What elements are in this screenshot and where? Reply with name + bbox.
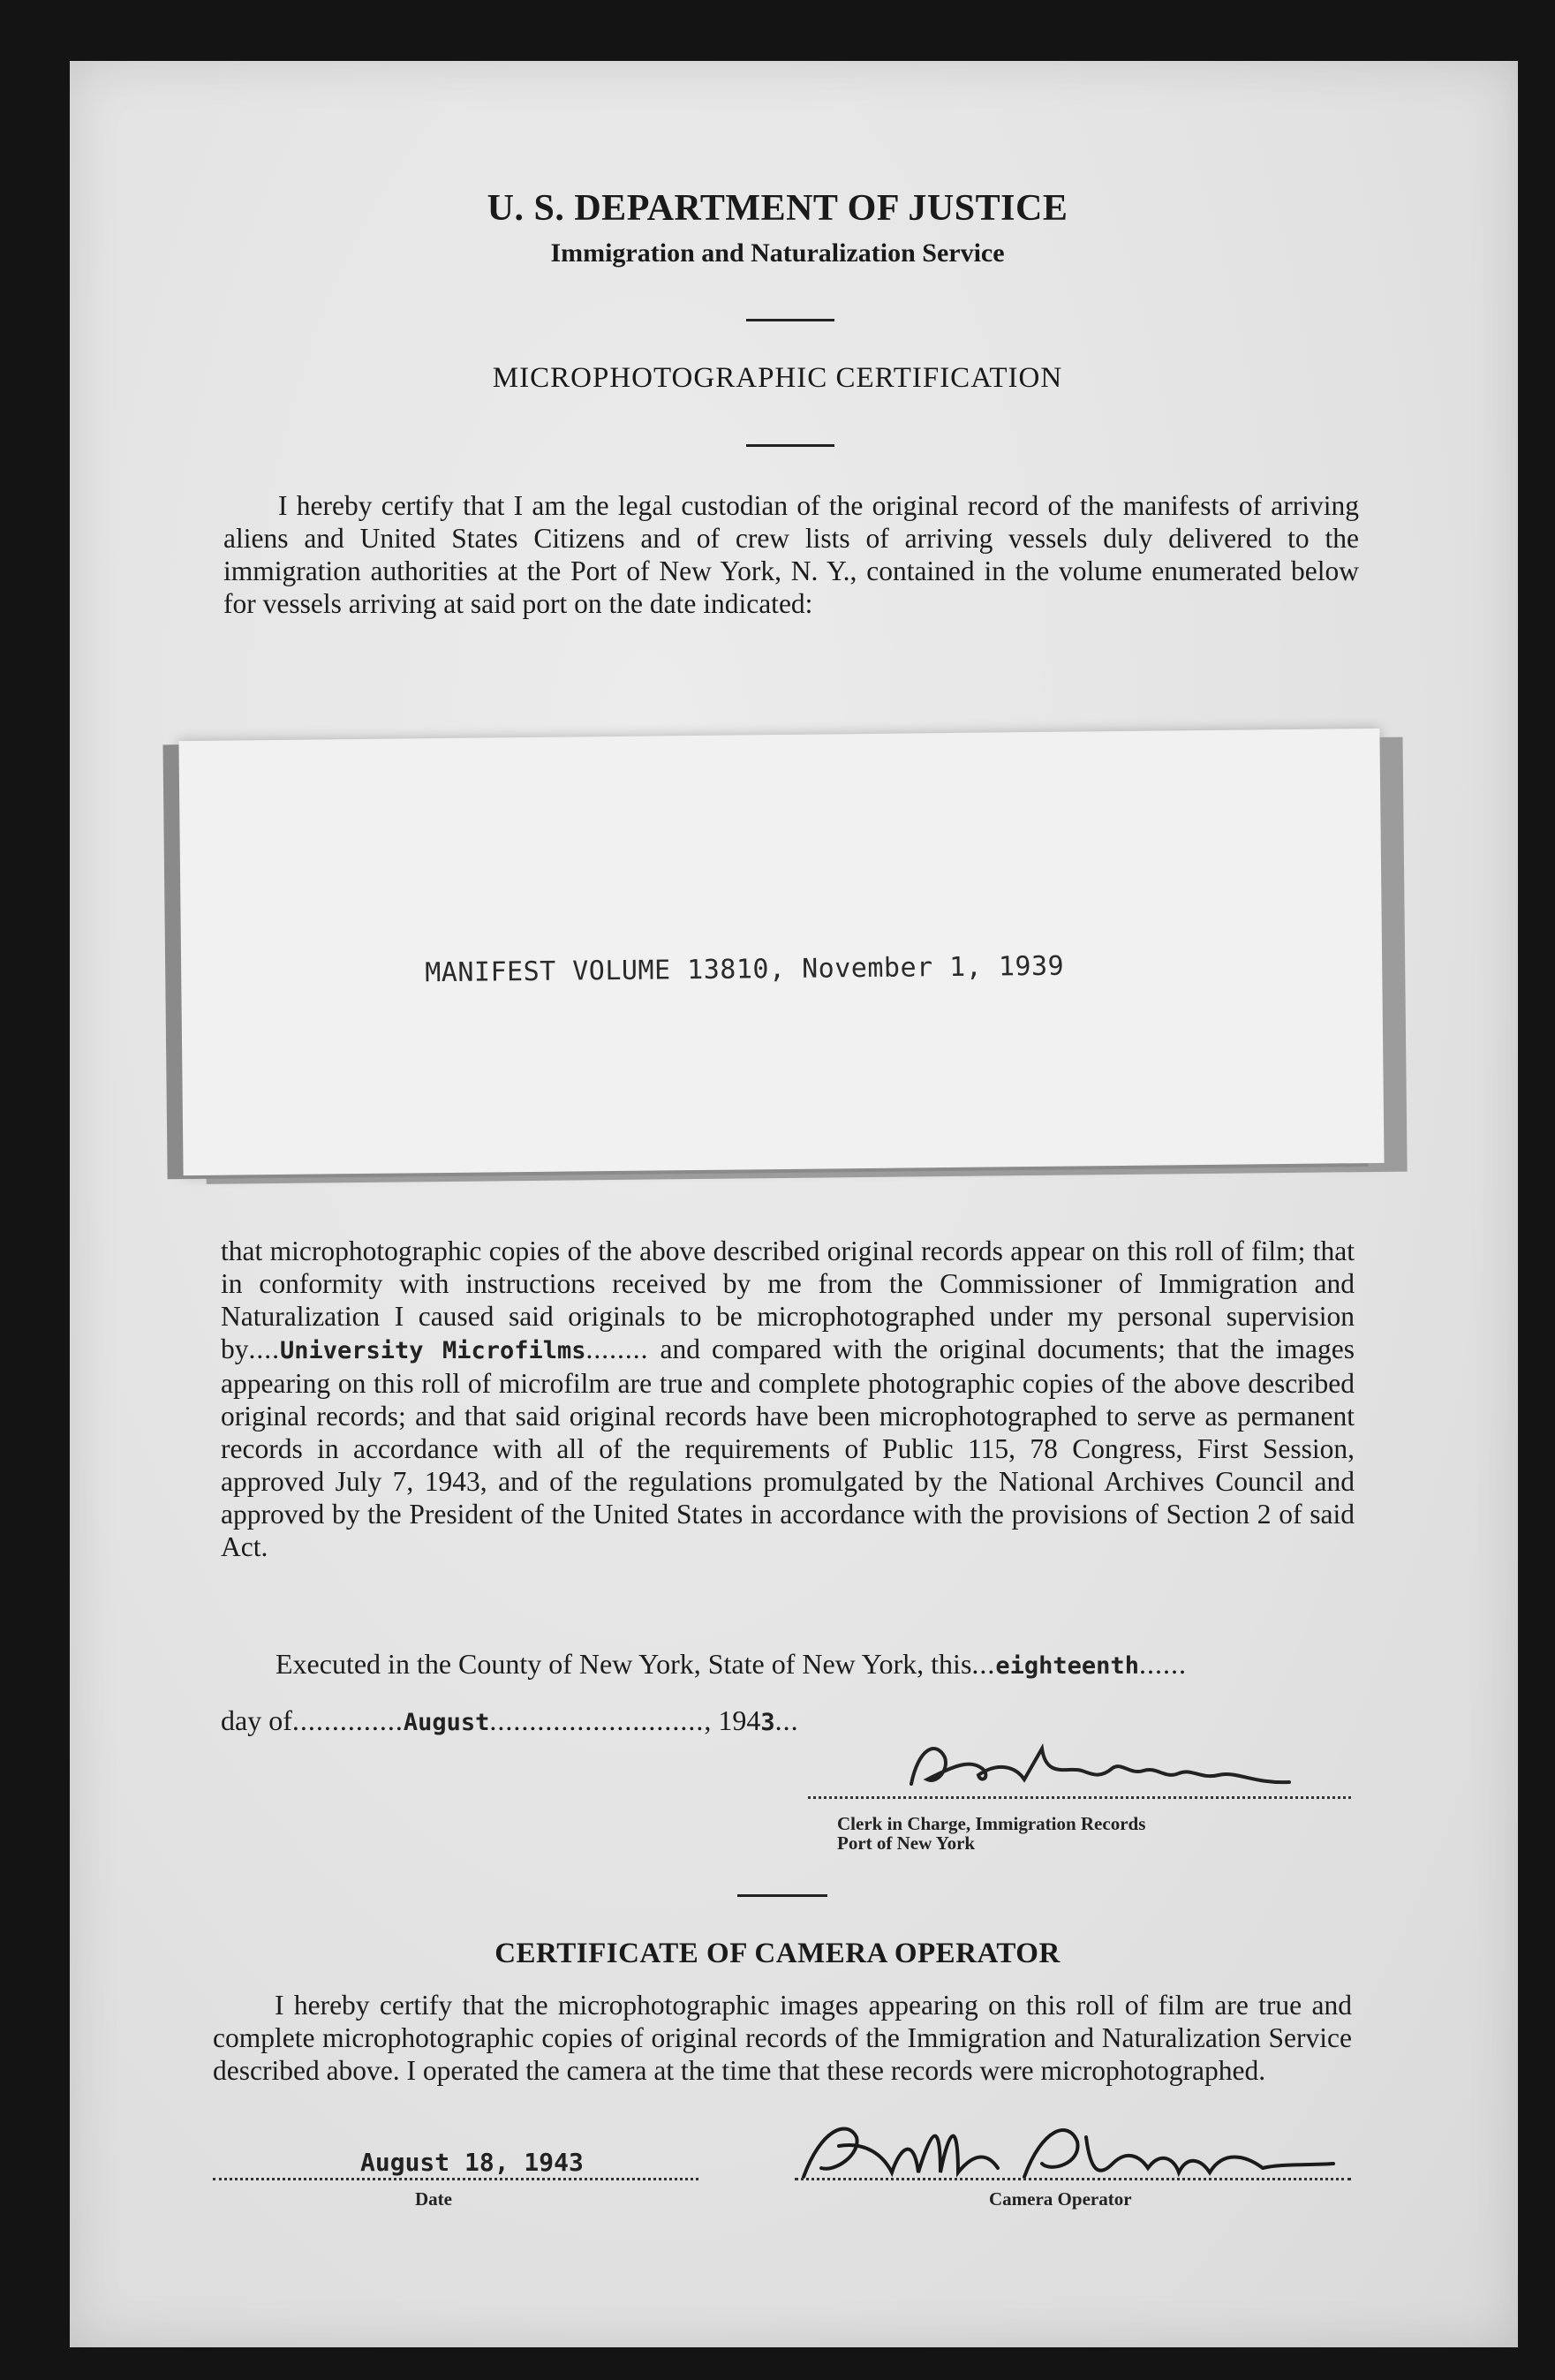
certification-title: MICROPHOTOGRAPHIC CERTIFICATION	[492, 362, 1063, 394]
day-of-label: day of	[221, 1704, 292, 1736]
clerk-title-line2: Port of New York	[837, 1832, 976, 1854]
filmed-by-value: University Microfilms	[280, 1337, 586, 1364]
camera-operator-heading: CERTIFICATE OF CAMERA OPERATOR	[494, 1938, 1061, 1969]
divider	[746, 444, 834, 447]
execution-line: Executed in the County of New York, State of New York, this...eighteenth......	[276, 1648, 1187, 1680]
service-subheading: Immigration and Naturalization Service	[550, 238, 1005, 268]
date-line	[213, 2178, 698, 2180]
divider	[746, 319, 834, 321]
execution-prefix: Executed in the County of New York, State of New York, this	[276, 1648, 972, 1680]
year-digit: 3	[760, 1709, 775, 1736]
manifest-volume-text: MANIFEST VOLUME 13810, November 1, 1939	[425, 950, 1065, 989]
clerk-signature	[901, 1731, 1325, 1802]
department-heading: U. S. DEPARTMENT OF JUSTICE	[487, 188, 1068, 229]
date-label: Date	[415, 2188, 452, 2210]
year-prefix: , 194	[704, 1704, 761, 1736]
divider	[737, 1894, 827, 1897]
custodian-paragraph: I hereby certify that I am the legal custodian of the original record of the manifests of arriving aliens and United States Citizens and of crew lists of arriving vessels duly delivered to the immigration authorities at the Port of New York, N. Y., contained in the volume enumerated below for vessels arriving at said port on the date indicated:	[223, 490, 1359, 619]
clerk-title-line1: Clerk in Charge, Immigration Records	[837, 1813, 1146, 1834]
execution-month: August	[403, 1709, 490, 1736]
copies-text-part1: that microphotographic copies of the above described original records appear on this roll of film; that in conformity with instructions received by me from the Commissioner of Immigration and Naturalization I caused said originals to be microphotographed under my personal supervision by	[221, 1235, 1355, 1364]
camera-operator-label: Camera Operator	[989, 2188, 1132, 2210]
copies-text-part2: and compared with the original documents; that the images appearing on this roll of microfilm are true and complete photographic copies of the above described original records; and that said original records have been microphotographed to serve as permanent records in accordance with all of the requirements of Public 115, 78 Congress, First Session, approved July 7, 1943, and of the regulations promulgated by the National Archives Council and approved by the President of the United States in accordance with the provisions of Section 2 of said Act.	[221, 1334, 1355, 1562]
camera-operator-paragraph: I hereby certify that the microphotographic images appearing on this roll of film are true and complete microphotographic copies of original records of the Immigration and Naturalization Service described above. I operated the camera at the time that these records were microphotographed.	[213, 1990, 1352, 2086]
clerk-signature-line	[808, 1796, 1351, 1799]
camera-operator-line	[795, 2178, 1351, 2180]
camera-operator-signature	[786, 2102, 1351, 2199]
day-of-line: day of..............August..........................., 1943...	[221, 1704, 799, 1736]
copies-paragraph: that microphotographic copies of the above described original records appear on this roll of film; that in conformity with instructions received by me from the Commissioner of Immigration and Naturalization I caused said originals to be microphotographed under my personal supervision by....University Microfilms........ and compared with the original documents; that the images appearing on this roll of microfilm are true and complete photographic copies of the above described original records; and that said original records have been microphotographed to serve as permanent records in accordance with all of the requirements of Public 115, 78 Congress, First Session, approved July 7, 1943, and of the regulations promulgated by the National Archives Council and approved by the President of the United States in accordance with the provisions of Section 2 of said Act.	[221, 1235, 1355, 1562]
execution-day: eighteenth	[995, 1652, 1139, 1680]
manifest-slip	[178, 729, 1384, 1175]
camera-date-value: August 18, 1943	[360, 2148, 584, 2177]
